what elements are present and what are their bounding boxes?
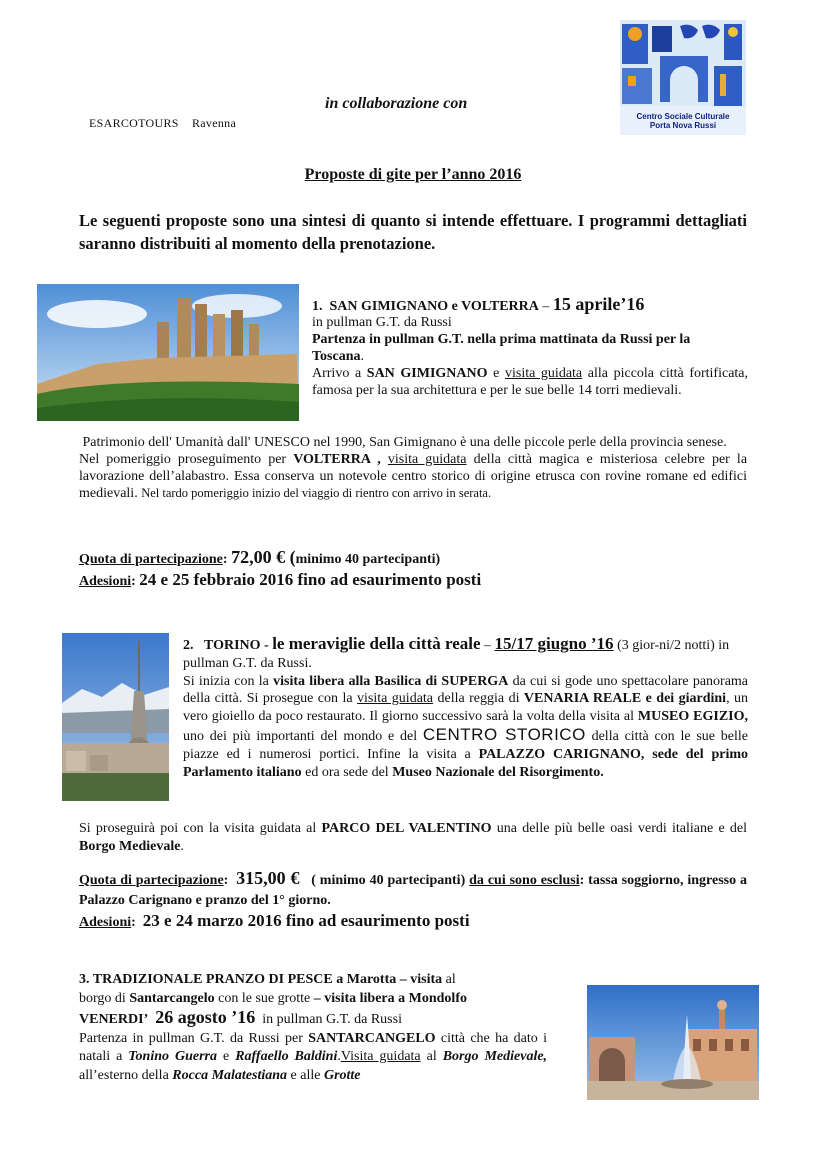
trip2-excl-text: : tassa soggiorno, ingresso a Palazzo Carignano e pranzo del 1° giorno. xyxy=(79,873,748,908)
trip1-adesioni xyxy=(79,570,481,590)
trip1-date: 15 aprile’16 xyxy=(552,294,645,314)
trip2-title xyxy=(183,635,748,673)
trip1-bus: in pullman G.T. da Russi xyxy=(312,315,452,330)
trip1-dash: – xyxy=(542,299,550,314)
agency-name: ESARCOTOURS xyxy=(89,116,179,130)
trip2-s1i: uno dei più importanti del mondo e del xyxy=(183,728,418,744)
trip3-day: VENERDI’ xyxy=(79,1012,149,1027)
trip1-ades-colon: : xyxy=(131,574,136,589)
trip1-quota-note: minimo 40 partecipanti) xyxy=(295,552,441,567)
collab-text: in collaborazione con xyxy=(325,95,468,112)
trip3-p-visit: Visita guidata xyxy=(340,1049,421,1064)
trip1-arrival xyxy=(312,365,748,399)
trip2-quota-note: ( minimo 40 partecipanti) xyxy=(311,873,466,888)
trip3-t-santarc: Santarcangelo xyxy=(129,990,215,1006)
trip1-header xyxy=(312,296,748,399)
trip2-s1p: PARCO DEL VALENTINO xyxy=(321,821,492,836)
trip2-s1o: Si proseguirà poi con la visita guidata al xyxy=(79,821,317,836)
trip2-ades-value: 23 e 24 marzo 2016 fino ad esaurimento posti xyxy=(142,911,470,930)
trip1-quota-value: 72,00 € ( xyxy=(231,547,296,567)
trip1-ades-label: Adesioni xyxy=(79,574,132,589)
trip1-unesco-text: Patrimonio dell' Umanità dall' UNESCO nel 1990, San Gimignano è una delle piccole perle della provincia senese. xyxy=(82,435,727,450)
trip1-quota-label: Quota di partecipazione xyxy=(79,552,223,567)
trip2-subtitle: le meraviglie della città reale xyxy=(272,634,481,653)
trip2-quota-value: 315,00 € xyxy=(236,868,300,888)
trip3-date-line xyxy=(79,1008,574,1030)
trip2-s1g: , un vero gioiello da poco restaurato. Il giorno successivo sarà la volta della visita al xyxy=(183,691,749,725)
trip3-p-al: al xyxy=(426,1049,437,1064)
trip2-quota-colon: : xyxy=(223,873,229,888)
trip2-date: 15/17 giugno ’16 xyxy=(494,634,614,653)
trip2-quota-label: Quota di partecipazione xyxy=(79,873,224,888)
logo-caption-line1: Centro Sociale Culturale xyxy=(636,112,730,121)
trip2-s1l: PALAZZO CARIGNANO, sede del primo Parlamento italiano xyxy=(183,746,749,780)
torino-photo xyxy=(62,633,169,801)
trip1-aft-small: Nel tardo pomeriggio inizio del viaggio di rientro con arrivo in serata. xyxy=(141,486,492,500)
trip2-s1j: CENTRO STORICO xyxy=(422,724,586,744)
trip3-description xyxy=(79,1030,547,1086)
trip3-p-mid: città che ha dato i natali a xyxy=(79,1030,548,1064)
trip1-arr-visit: visita guidata xyxy=(504,366,583,381)
trip2-s1e: della reggia di xyxy=(437,691,520,707)
trip1-arr-pre: Arrivo a xyxy=(312,366,362,381)
trip2-s1r: Borgo Medievale xyxy=(79,838,181,854)
agency-line xyxy=(89,116,236,131)
trip2-ades-colon: : xyxy=(131,915,136,930)
san-gimignano-photo xyxy=(37,284,299,421)
trip2-s1h: MUSEO EGIZIO, xyxy=(637,709,748,725)
trip2-s1f: VENARIA REALE e dei giardini xyxy=(523,691,727,707)
trip2-continuation xyxy=(79,820,747,856)
trip2-num: 2. xyxy=(183,638,194,653)
trip3-p-rocca: Rocca Malatestiana xyxy=(172,1067,288,1083)
trip2-s1b: visita libera alla Basilica di SUPERGA xyxy=(273,673,509,689)
trip2-s1q: una delle più belle oasi verdi italiane e del xyxy=(496,821,748,836)
trip3-p-alle: e alle xyxy=(290,1067,321,1083)
trip3-p-dot: . xyxy=(337,1049,341,1064)
trip3-p-guerra: Tonino Guerra xyxy=(128,1049,217,1064)
trip1-quota xyxy=(79,547,440,568)
trip2-description xyxy=(183,673,748,782)
trip1-aft-city: VOLTERRA , xyxy=(293,452,381,467)
trip2-s1n: Museo Nazionale del Risorgimento. xyxy=(392,764,604,780)
trip2-block xyxy=(183,635,748,781)
trip3-p-baldini: Raffaello Baldini xyxy=(235,1049,338,1064)
trip3-block xyxy=(79,971,574,1085)
trip1-aft-pre: Nel pomeriggio proseguimento per xyxy=(79,452,287,467)
trip3-borgo-line xyxy=(79,990,574,1009)
trip3-p-borgo: Borgo Medievale, xyxy=(442,1049,548,1064)
trip3-p-city: SANTARCANGELO xyxy=(308,1030,436,1046)
trip1-unesco xyxy=(79,434,747,451)
page-title xyxy=(0,166,826,184)
trip2-adesioni xyxy=(79,911,470,931)
trip3-p-pre: Partenza in pullman G.T. da Russi per xyxy=(79,1030,303,1046)
trip1-aft-post: della città magica e misteriosa celebre per la lavorazione dell’alabastro. Essa conserva un notevole centro storico di origine etrusca con rovine romane ed edifici medievali. xyxy=(79,452,748,501)
logo-caption xyxy=(624,112,742,130)
santarcangelo-photo xyxy=(587,985,759,1100)
intro-paragraph: Le seguenti proposte sono una sintesi di quanto si intende effettuare. I programmi dettagliati saranno distribuiti al momento della prenotazione. xyxy=(79,211,747,253)
trip3-bus: in pullman G.T. da Russi xyxy=(262,1012,402,1027)
trip2-name: TORINO - xyxy=(204,638,269,653)
trip2-s1m: ed ora sede del xyxy=(305,764,389,780)
trip1-ades-value: 24 e 25 febbraio 2016 fino ad esaurimento posti xyxy=(139,570,482,589)
trip1-body xyxy=(79,434,747,502)
agency-city: Ravenna xyxy=(191,116,237,130)
trip3-t-libera: – visita libera a Mondolfo xyxy=(313,990,467,1006)
trip3-p-ext: all’esterno della xyxy=(79,1067,169,1083)
trip1-arr-post: alla piccola città fortificata, famosa per la sua architettura e per le sue belle 14 torri medievali. xyxy=(312,366,749,398)
trip3-t-borgo: borgo di xyxy=(79,990,126,1006)
trip3-p-e: e xyxy=(222,1049,230,1064)
trip3-t-grotte: con le sue grotte xyxy=(218,990,311,1006)
page-title-text: Proposte di gite per l’anno 2016 xyxy=(304,166,522,183)
trip2-quota xyxy=(79,868,747,911)
trip1-name: SAN GIMIGNANO e VOLTERRA xyxy=(329,299,539,314)
trip2-bus: in pullman G.T. da Russi. xyxy=(183,638,730,671)
trip1-departure-text: Partenza in pullman G.T. nella prima mattinata da Russi per la Toscana xyxy=(312,332,691,364)
trip1-num: 1. xyxy=(312,299,323,314)
trip2-s1: Si inizia con la xyxy=(183,673,269,689)
logo-caption-line2: Porta Nova Russi xyxy=(649,121,717,130)
trip2-s1k: della città con le sue belle piazze ed i numerosi portici. Infine la visita a xyxy=(183,728,748,762)
trip1-arr-city: SAN GIMIGNANO xyxy=(366,366,488,381)
trip3-title-line xyxy=(79,971,574,990)
trip1-quota-colon: : xyxy=(222,552,228,567)
trip3-date: 26 agosto ’16 xyxy=(155,1007,256,1027)
trip1-title-line xyxy=(312,296,748,315)
trip2-s1d: visita guidata xyxy=(357,691,434,707)
trip2-s1s: . xyxy=(180,838,184,854)
trip3-p-grotte: Grotte xyxy=(323,1067,361,1083)
centro-sociale-logo xyxy=(620,20,746,135)
trip1-departure xyxy=(312,331,717,365)
trip1-afternoon xyxy=(79,451,747,502)
trip2-days: (3 gior-ni/2 notti) xyxy=(617,638,715,653)
trip3-t-al: al xyxy=(445,972,456,987)
trip2-s1c: da cui si gode uno spettacolare panorama della città. Si prosegue con la xyxy=(183,673,749,707)
trip1-arr-e: e xyxy=(493,366,500,381)
trip1-aft-visit: visita guidata xyxy=(387,452,467,467)
trip2-ades-label: Adesioni xyxy=(79,915,132,930)
trip1-departure-dot: . xyxy=(360,349,365,364)
trip2-excl-label: da cui sono esclusi xyxy=(469,873,580,888)
trip3-title: 3. TRADIZIONALE PRANZO DI PESCE a Marotta – visita xyxy=(79,972,443,987)
trip2-dash: – xyxy=(484,638,492,653)
